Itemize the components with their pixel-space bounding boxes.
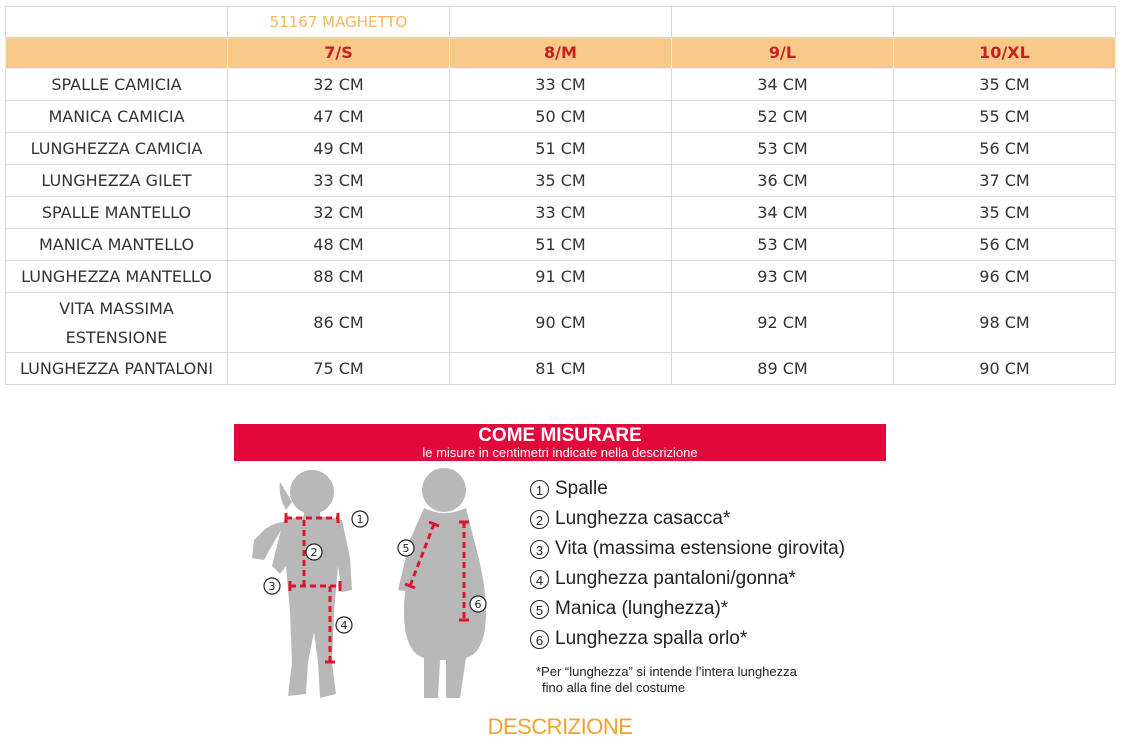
cell-value: 96 CM — [894, 261, 1116, 293]
measurement-legend — [530, 474, 890, 654]
legend-item — [530, 624, 890, 654]
description-link[interactable]: DESCRIZIONE — [487, 714, 633, 739]
product-code: 51167 MAGHETTO — [228, 7, 450, 38]
cell-value: 93 CM — [672, 261, 894, 293]
row-label: SPALLE MANTELLO — [6, 197, 228, 229]
row-label: MANICA CAMICIA — [6, 101, 228, 133]
banner-subtitle: le misure in centimetri indicate nella descrizione — [422, 445, 698, 460]
empty-cell — [672, 7, 894, 38]
cell-value: 92 CM — [672, 293, 894, 353]
legend-item — [530, 474, 890, 504]
cell-value: 34 CM — [672, 69, 894, 101]
number-1-icon: 1 — [530, 480, 549, 499]
empty-header-cell — [6, 38, 228, 69]
cell-value: 35 CM — [450, 165, 672, 197]
size-header: 7/S — [228, 38, 450, 69]
cell-value: 37 CM — [894, 165, 1116, 197]
empty-cell — [894, 7, 1116, 38]
cell-value: 34 CM — [672, 197, 894, 229]
legend-label: Lunghezza casacca* — [555, 508, 731, 529]
legend-item — [530, 564, 890, 594]
cell-value: 35 CM — [894, 69, 1116, 101]
table-row — [6, 229, 1116, 261]
note-line: fino alla fine del costume — [542, 680, 686, 695]
cell-value: 33 CM — [450, 69, 672, 101]
product-row — [6, 7, 1116, 38]
cell-value: 81 CM — [450, 353, 672, 385]
length-note — [536, 664, 896, 696]
how-to-measure-banner — [234, 424, 886, 461]
row-label: SPALLE CAMICIA — [6, 69, 228, 101]
cell-value: 47 CM — [228, 101, 450, 133]
cell-value: 50 CM — [450, 101, 672, 133]
cell-value: 36 CM — [672, 165, 894, 197]
cell-value: 89 CM — [672, 353, 894, 385]
number-2-icon: 2 — [530, 510, 549, 529]
row-label-line: ESTENSIONE — [65, 327, 168, 347]
row-label — [6, 293, 228, 353]
size-header-row — [6, 38, 1116, 69]
marker-1-icon — [352, 511, 368, 527]
svg-text:1: 1 — [356, 513, 364, 526]
size-header: 8/M — [450, 38, 672, 69]
cell-value: 32 CM — [228, 197, 450, 229]
cell-value: 33 CM — [450, 197, 672, 229]
row-label: LUNGHEZZA MANTELLO — [6, 261, 228, 293]
table-row — [6, 101, 1116, 133]
cell-value: 90 CM — [894, 353, 1116, 385]
legend-item — [530, 534, 890, 564]
cell-value: 55 CM — [894, 101, 1116, 133]
cell-value: 32 CM — [228, 69, 450, 101]
row-label: LUNGHEZZA PANTALONI — [6, 353, 228, 385]
svg-text:4: 4 — [340, 619, 348, 632]
marker-6-icon — [470, 596, 486, 612]
legend-label: Lunghezza spalla orlo* — [555, 628, 748, 649]
table-row — [6, 197, 1116, 229]
svg-text:2: 2 — [310, 546, 318, 559]
marker-5-icon — [398, 540, 414, 556]
size-table — [5, 6, 1116, 385]
legend-label: Vita (massima estensione girovita) — [555, 538, 846, 559]
cell-value: 90 CM — [450, 293, 672, 353]
cell-value: 53 CM — [672, 133, 894, 165]
svg-text:5: 5 — [402, 542, 410, 555]
note-line: *Per “lunghezza” si intende l’intera lunghezza — [536, 664, 797, 679]
cell-value: 88 CM — [228, 261, 450, 293]
marker-3-icon — [264, 578, 280, 594]
cell-value: 86 CM — [228, 293, 450, 353]
number-6-icon: 6 — [530, 630, 549, 649]
banner-title: COME MISURARE — [478, 425, 642, 446]
table-row — [6, 165, 1116, 197]
table-row — [6, 261, 1116, 293]
table-row — [6, 69, 1116, 101]
cell-value: 51 CM — [450, 229, 672, 261]
number-5-icon: 5 — [530, 600, 549, 619]
number-3-icon: 3 — [530, 540, 549, 559]
cell-value: 33 CM — [228, 165, 450, 197]
cell-value: 35 CM — [894, 197, 1116, 229]
size-header: 10/XL — [894, 38, 1116, 69]
svg-text:6: 6 — [474, 598, 482, 611]
cell-value: 53 CM — [672, 229, 894, 261]
row-label: LUNGHEZZA CAMICIA — [6, 133, 228, 165]
measurement-figures — [234, 462, 514, 712]
marker-2-icon — [306, 544, 322, 560]
cell-value: 52 CM — [672, 101, 894, 133]
marker-4-icon — [336, 617, 352, 633]
legend-item — [530, 594, 890, 624]
svg-text:3: 3 — [268, 580, 276, 593]
row-label: MANICA MANTELLO — [6, 229, 228, 261]
empty-cell — [450, 7, 672, 38]
number-4-icon: 4 — [530, 570, 549, 589]
cell-value: 75 CM — [228, 353, 450, 385]
cell-value: 91 CM — [450, 261, 672, 293]
row-label-line: VITA MASSIMA — [59, 298, 174, 318]
cell-value: 49 CM — [228, 133, 450, 165]
table-row — [6, 353, 1116, 385]
legend-label: Spalle — [555, 478, 608, 499]
cell-value: 56 CM — [894, 133, 1116, 165]
table-row — [6, 293, 1116, 353]
cell-value: 56 CM — [894, 229, 1116, 261]
empty-cell — [6, 7, 228, 38]
legend-label: Lunghezza pantaloni/gonna* — [555, 568, 796, 589]
legend-label: Manica (lunghezza)* — [555, 598, 729, 619]
table-row — [6, 133, 1116, 165]
legend-item — [530, 504, 890, 534]
size-header: 9/L — [672, 38, 894, 69]
row-label: LUNGHEZZA GILET — [6, 165, 228, 197]
cell-value: 51 CM — [450, 133, 672, 165]
cell-value: 48 CM — [228, 229, 450, 261]
cell-value: 98 CM — [894, 293, 1116, 353]
how-to-measure-panel — [234, 424, 886, 742]
